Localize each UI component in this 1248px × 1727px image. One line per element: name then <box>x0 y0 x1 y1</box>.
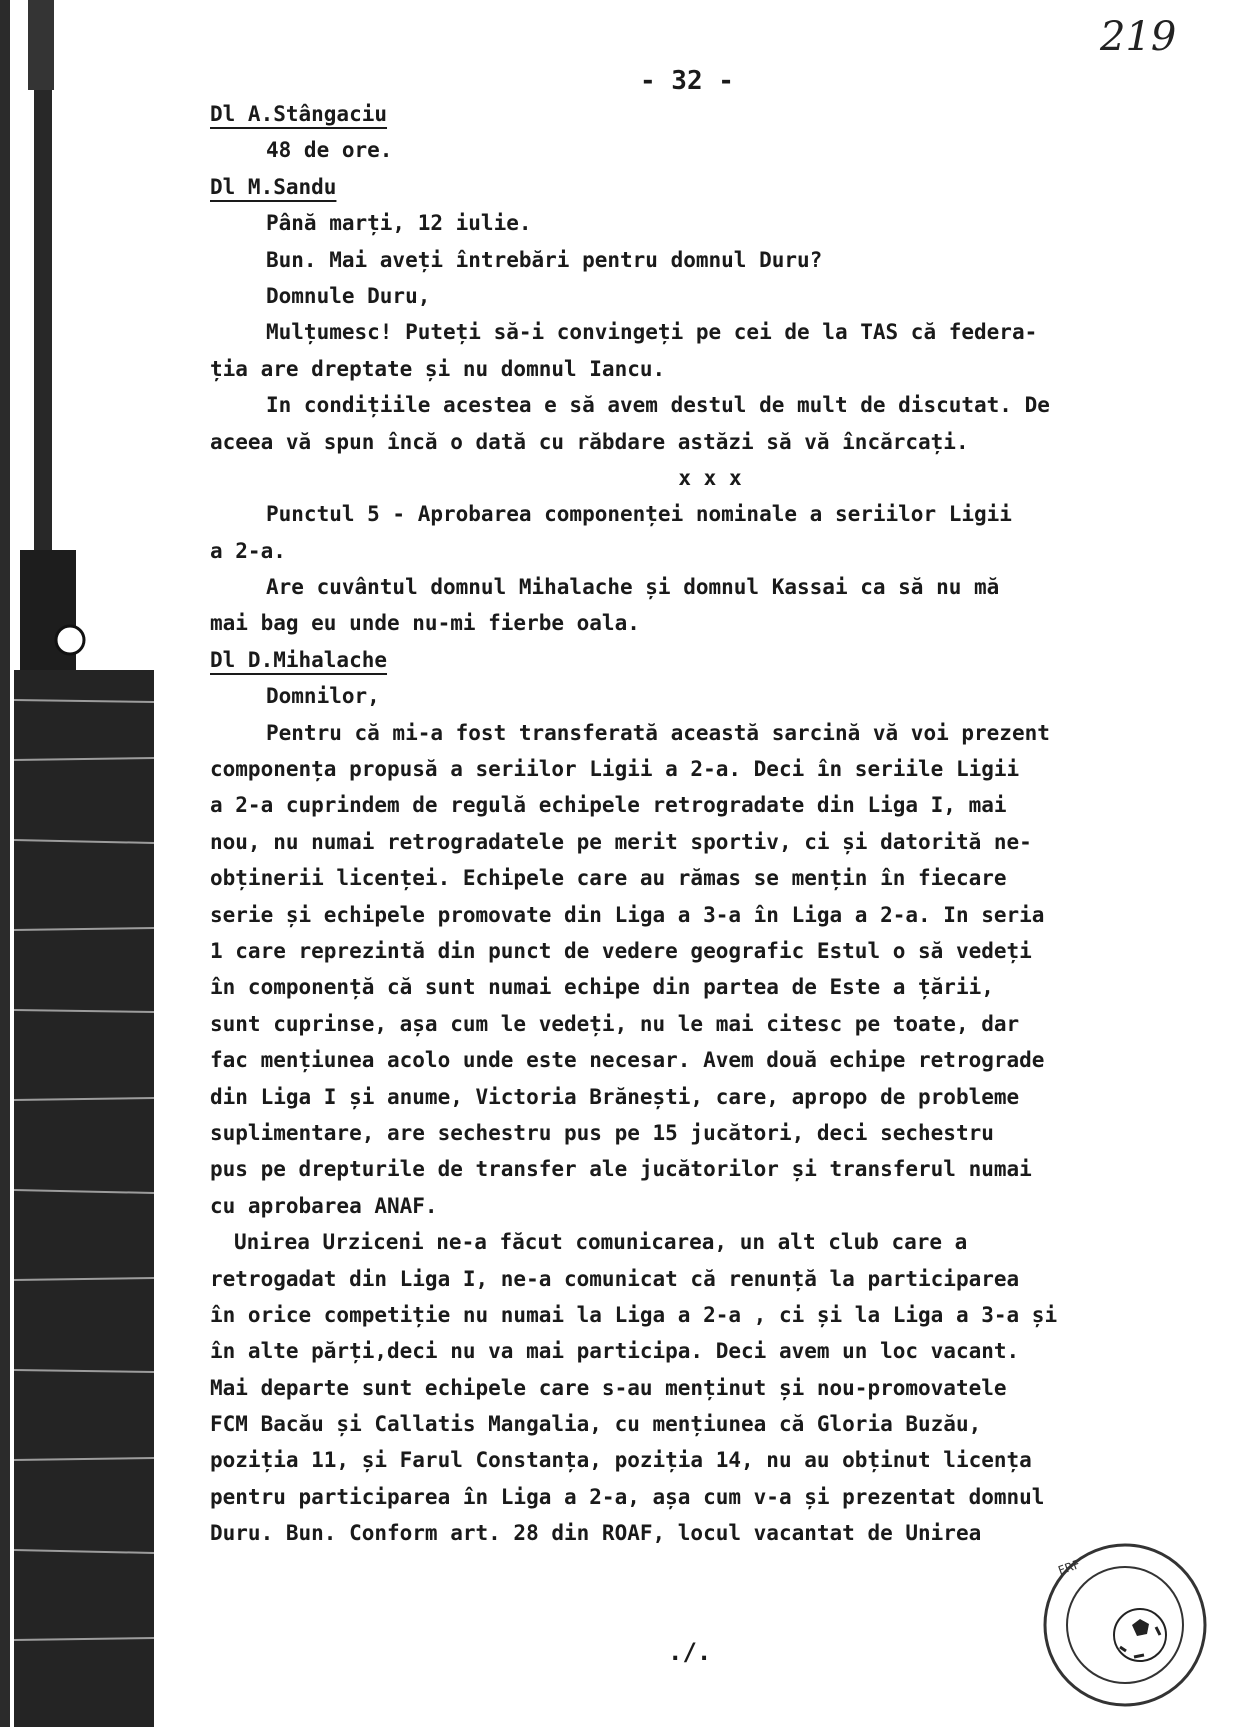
text-line: suplimentare, are sechestru pus pe 15 jucători, deci sechestru <box>210 1120 994 1145</box>
text-line: ția are dreptate și nu domnul Iancu. <box>210 356 666 381</box>
text-line: poziția 11, și Farul Constanța, poziția 14, nu au obținut licența <box>210 1448 1032 1473</box>
text-line: în alte părți,deci nu va mai participa. Deci avem un loc vacant. <box>210 1339 1020 1364</box>
scan-binding-edge <box>0 0 170 1727</box>
text-line: 48 de ore. <box>266 138 393 163</box>
text-line: serie și echipele promovate din Liga a 3-a în Liga a 2-a. In seria <box>210 902 1045 927</box>
text-line: 1 care reprezintă din punct de vedere geografic Estul o să vedeți <box>210 938 1032 963</box>
text-line: Bun. Mai aveți întrebări pentru domnul Duru? <box>266 247 823 272</box>
text-line: a 2-a. <box>210 538 286 563</box>
text-line: Domnule Duru, <box>266 283 431 308</box>
text-line: în orice competiție nu numai la Liga a 2-a , ci și la Liga a 3-a și <box>210 1302 1058 1327</box>
text-line: Unirea Urziceni ne-a făcut comunicarea, un alt club care a <box>234 1230 968 1255</box>
text-line: Domnilor, <box>266 684 380 709</box>
text-line: retrogadat din Liga I, ne-a comunicat că renunță la participarea <box>210 1266 1020 1291</box>
text-line: x x x <box>678 465 742 490</box>
text-line: FCM Bacău și Callatis Mangalia, cu mențiunea că Gloria Buzău, <box>210 1412 982 1437</box>
text-line: pentru participarea în Liga a 2-a, așa cum v-a și prezentat domnul <box>210 1484 1045 1509</box>
text-line: In condițiile acestea e să avem destul de mult de discutat. De <box>266 393 1050 418</box>
text-line: Mai departe sunt echipele care s-au menținut și nou-promovatele <box>210 1375 1007 1400</box>
folio-number: 219 <box>1100 14 1177 60</box>
speaker-name: Dl A.Stângaciu <box>210 102 388 126</box>
text-line: Duru. Bun. Conform art. 28 din ROAF, locul vacantat de Unirea <box>210 1521 982 1546</box>
text-line: Are cuvântul domnul Mihalache și domnul Kassai ca să nu mă <box>266 575 1000 600</box>
text-line: Punctul 5 - Aprobarea componenței nominale a seriilor Ligii <box>266 502 1012 527</box>
transcript-body <box>210 96 1210 1552</box>
text-line: în componență că sunt numai echipe din partea de Este a țării, <box>210 975 994 1000</box>
text-line: aceea vă spun încă o dată cu răbdare astăzi să vă încărcați. <box>210 429 969 454</box>
page-number: - 32 - <box>640 66 734 96</box>
text-line: pus pe drepturile de transfer ale jucătorilor și transferul numai <box>210 1157 1032 1182</box>
text-line: a 2-a cuprindem de regulă echipele retrogradate din Liga I, mai <box>210 793 1007 818</box>
text-line: componența propusă a seriilor Ligii a 2-a. Deci în seriile Ligii <box>210 757 1020 782</box>
text-line: din Liga I și anume, Victoria Brănești, care, apropo de probleme <box>210 1084 1020 1109</box>
speaker-name: Dl D.Mihalache <box>210 647 388 672</box>
text-line: sunt cuprinse, așa cum le vedeți, nu le mai citesc pe toate, dar <box>210 1011 1020 1036</box>
text-line: Până marți, 12 iulie. <box>266 211 532 236</box>
svg-text:FRF: FRF <box>1056 1557 1082 1578</box>
text-line: fac mențiunea acolo unde este necesar. Avem două echipe retrograde <box>210 1048 1045 1073</box>
text-line: obținerii licenței. Echipele care au rămas se mențin în fiecare <box>210 866 1007 891</box>
federation-stamp <box>1030 1535 1220 1715</box>
continuation-mark: ./. <box>668 1638 712 1666</box>
text-line: Pentru că mi-a fost transferată această sarcină vă voi prezent <box>266 720 1050 745</box>
text-line: nou, nu numai retrogradatele pe merit sportiv, ci și datorită ne- <box>210 829 1032 854</box>
text-line: Mulțumesc! Puteți să-i convingeți pe cei de la TAS că federa- <box>266 320 1038 345</box>
text-line: cu aprobarea ANAF. <box>210 1193 438 1218</box>
text-line: mai bag eu unde nu-mi fierbe oala. <box>210 611 640 636</box>
speaker-name: Dl M.Sandu <box>210 174 337 199</box>
